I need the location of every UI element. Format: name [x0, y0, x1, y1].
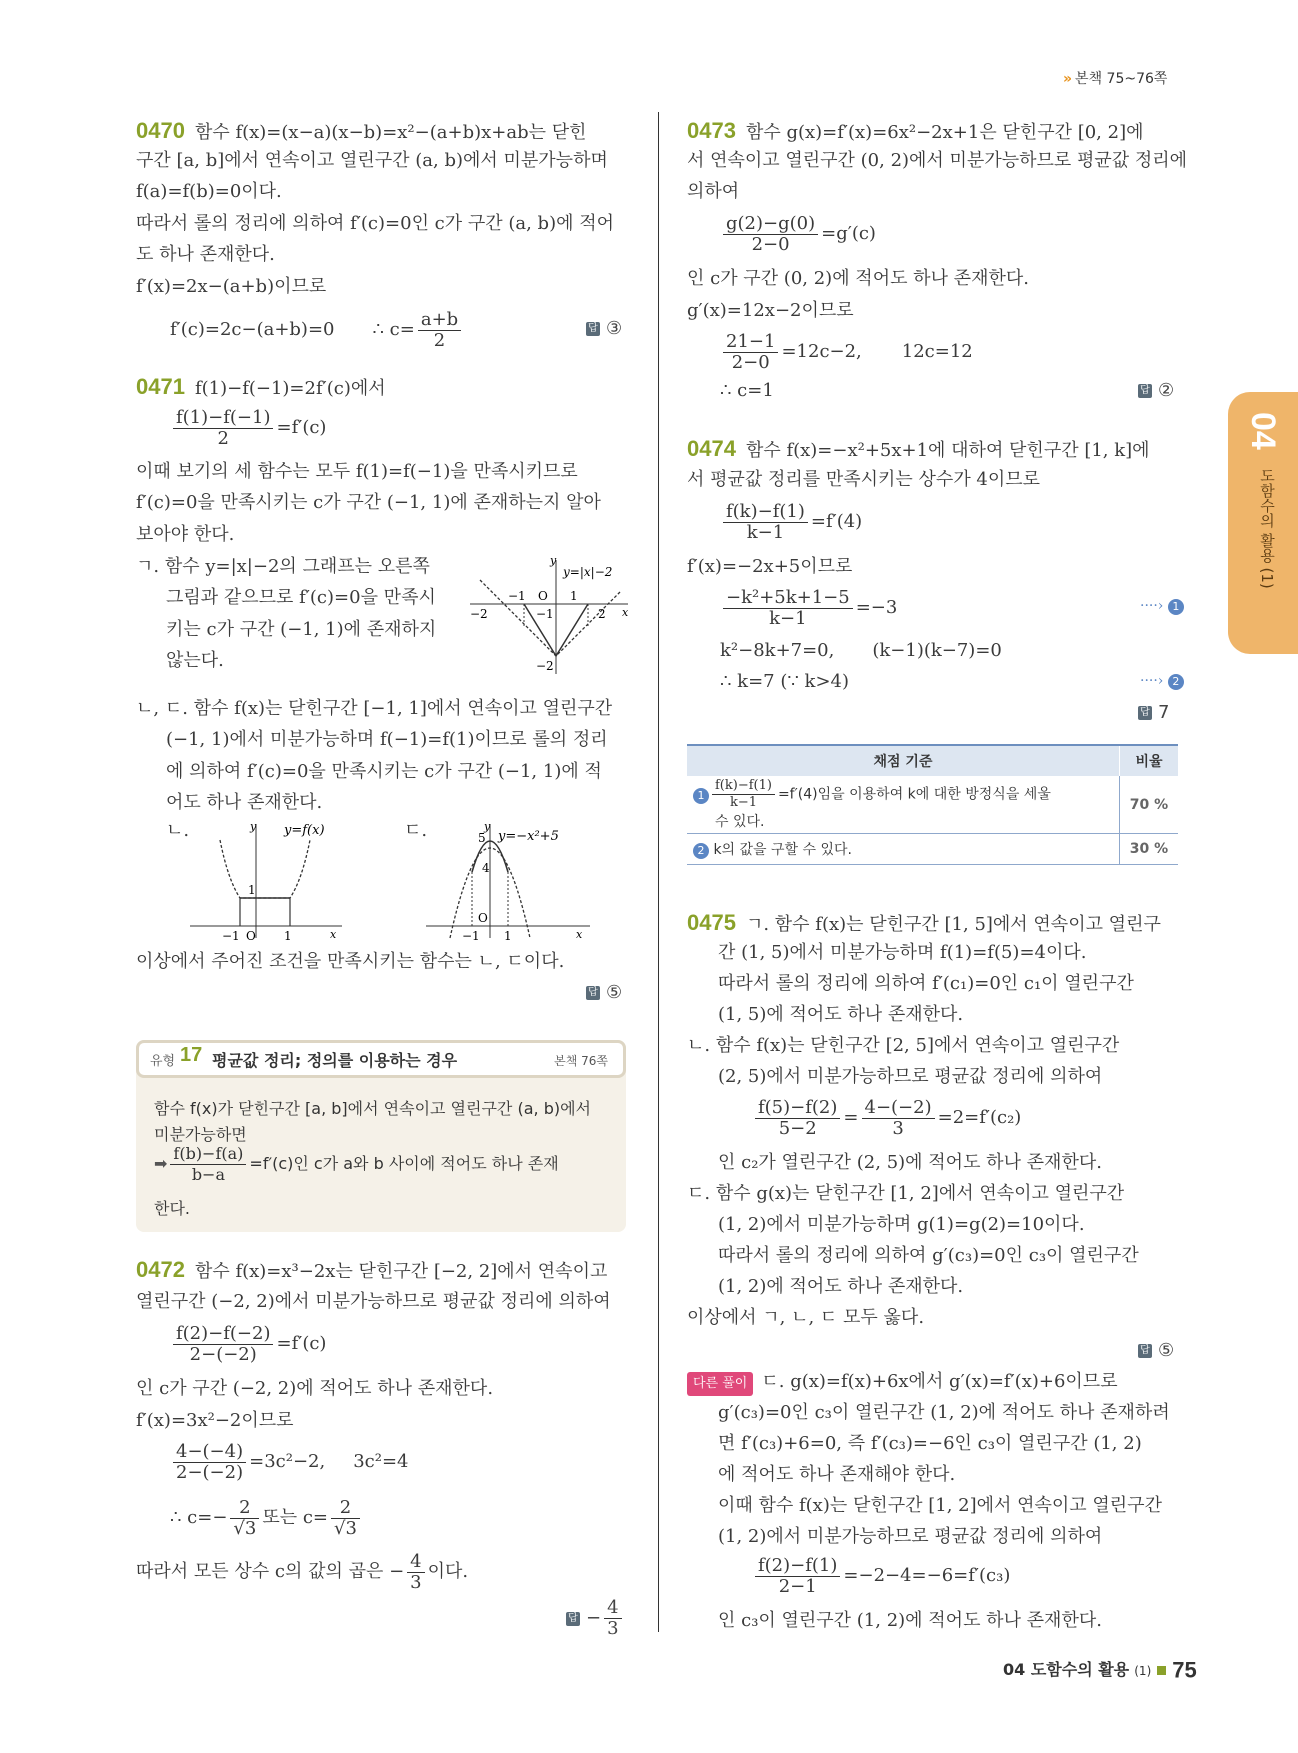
alt-solution-badge: 다른 풀이: [687, 1372, 753, 1396]
text-line: f(a)=f(b)=0이다.: [136, 181, 282, 202]
step-marker-1: ····› 1: [1140, 598, 1184, 615]
x-label: x: [576, 928, 583, 940]
text-line: 이때 보기의 세 함수는 모두 f(1)=f(−1)을 만족시키므로: [136, 461, 578, 482]
text-line: 구간 [a, b]에서 연속이고 열린구간 (a, b)에서 미분가능하며: [136, 150, 608, 171]
equation: ∴ k=7 (∵ k>4): [720, 671, 849, 692]
page-reference: » 본책 75~76쪽: [1063, 71, 1168, 87]
equation: $\frac{f(k)-f(1)}{k-1}$ =f′(4): [720, 500, 862, 544]
equation: ∴ c=− $\frac{2}{√3}$ 또는 c= $\frac{2}{√3}$: [170, 1496, 363, 1540]
type-title: 평균값 정리; 정의를 이용하는 경우: [212, 1051, 458, 1070]
text-line: 도 하나 존재한다.: [136, 244, 275, 265]
text-line: (1, 2)에 적어도 하나 존재한다.: [718, 1276, 964, 1297]
y-label: y: [250, 820, 257, 833]
answer-icon: 답: [1138, 384, 1152, 398]
problem-number: 0473: [687, 118, 736, 143]
tick-label: 1: [248, 883, 256, 897]
answer: 답 ③: [586, 318, 622, 339]
graph-parabola: [426, 820, 596, 940]
text-line: 열린구간 (−2, 2)에서 미분가능하므로 평균값 정리에 의하여: [136, 1291, 611, 1312]
tick-label: 1: [284, 929, 292, 940]
problem-number: 0472: [136, 1257, 185, 1282]
answer: 답 ②: [1138, 380, 1174, 401]
text-line: ㄴ. 함수 f(x)는 닫힌구간 [2, 5]에서 연속이고 열린구간: [687, 1035, 1120, 1056]
page-footer: 04 도함수의 활용 (1) 75: [1003, 1657, 1197, 1683]
text-line: ㄷ. 함수 g(x)는 닫힌구간 [1, 2]에서 연속이고 열린구간: [687, 1183, 1125, 1204]
text-line: 보아야 한다.: [136, 524, 235, 545]
answer-icon: 답: [1138, 1344, 1152, 1358]
text-line: 면 f′(c₃)+6=0, 즉 f′(c₃)=−6인 c₃이 열린구간 (1, 2): [718, 1433, 1142, 1454]
text-line: 키는 c가 구간 (−1, 1)에 존재하지: [166, 619, 437, 640]
answer: 답 − $\frac{4}{3}$: [566, 1598, 625, 1639]
graph-label: ㄴ.: [166, 820, 190, 841]
table-row: 2 k의 값을 구할 수 있다. 30 %: [687, 834, 1178, 865]
text-line: 인 c가 구간 (0, 2)에 적어도 하나 존재한다.: [687, 268, 1029, 289]
equation: k²−8k+7=0, (k−1)(k−7)=0: [720, 640, 1002, 661]
x-label: x: [622, 606, 629, 619]
text-line: 따라서 모든 상수 c의 값의 곱은 − $\frac{4}{3}$ 이다.: [136, 1550, 469, 1593]
answer: 답 ⑤: [586, 982, 622, 1003]
column-divider: [658, 112, 659, 1632]
problem-0471-line1: 0471 f(1)−f(−1)=2f′(c)에서: [136, 374, 386, 399]
curve-label: y=f(x): [284, 823, 325, 838]
graph-curve: [220, 840, 310, 898]
equation: $\frac{f(1)-f(-1)}{2}$ =f′(c): [170, 406, 326, 450]
chapter-title: 도함수의 활용 (1): [1258, 468, 1276, 589]
text-line: 어도 하나 존재한다.: [166, 792, 323, 813]
step-marker-2: ····› 2: [1140, 673, 1184, 690]
answer-icon: 답: [566, 1612, 580, 1626]
problem-number: 0471: [136, 374, 185, 399]
text-line: 따라서 롤의 정리에 의하여 f′(c₁)=0인 c₁이 열린구간: [718, 973, 1134, 994]
answer-icon: 답: [1138, 706, 1152, 720]
chapter-side-tab: [1228, 392, 1298, 654]
problem-0472-line1: 0472 함수 f(x)=x³−2x는 닫힌구간 [−2, 2]에서 연속이고: [136, 1257, 608, 1282]
equation: $\frac{21-1}{2-0}$ =12c−2, 12c=12: [720, 330, 973, 374]
page-number: 75: [1172, 1657, 1197, 1683]
tick-label: −2: [536, 659, 554, 673]
equation: $\frac{4-(-4)}{2-(-2)}$ =3c²−2, 3c²=4: [170, 1440, 409, 1484]
scoring-table: [687, 744, 1178, 865]
tick-label: O: [246, 929, 256, 940]
type-number: 17: [180, 1044, 203, 1066]
text-line: ㄴ, ㄷ. 함수 f(x)는 닫힌구간 [−1, 1]에서 연속이고 열린구간: [136, 698, 613, 719]
problem-number: 0475: [687, 910, 736, 935]
text-line: f′(x)=−2x+5이므로: [687, 556, 853, 577]
text-line: g′(x)=12x−2이므로: [687, 300, 854, 321]
type-ref: 본책 76쪽: [554, 1054, 608, 1068]
problem-0470-line1: 0470 함수 f(x)=(x−a)(x−b)=x²−(a+b)x+ab는 닫힌: [136, 118, 587, 143]
y-label: y: [550, 556, 557, 567]
text-line: 이때 함수 f(x)는 닫힌구간 [1, 2]에서 연속이고 열린구간: [718, 1495, 1162, 1516]
y-label: y: [484, 820, 491, 833]
answer: 답 ⑤: [1138, 1340, 1174, 1361]
graph-fx: [190, 820, 350, 940]
equation: $\frac{f(2)-f(-2)}{2-(-2)}$ =f′(c): [170, 1322, 326, 1366]
text-line: (−1, 1)에서 미분가능하며 f(−1)=f(1)이므로 롤의 정리: [166, 729, 608, 750]
tick-label: −1: [222, 929, 240, 940]
chapter-number: 04: [1244, 412, 1282, 450]
curve-label: y=|x|−2: [563, 565, 613, 579]
type-17-box: 유형 17 평균값 정리; 정의를 이용하는 경우 본책 76쪽 함수 f(x)가 닫힌구간 [a, b]에서 연속이고 열린구간 (a, b)에서 미분가능하면 ➡ $\frac{f(b)-f(a)}{b-a}$ =f′(c)인 c가 a와 b 사이에 적어도 하나 존재 한다.: [136, 1040, 626, 1232]
tick-label: O: [538, 589, 548, 603]
text-line: g′(c₃)=0인 c₃이 열린구간 (1, 2)에 적어도 하나 존재하려: [718, 1402, 1170, 1423]
double-chevron-icon: »: [1063, 71, 1073, 87]
tick-label: −1: [508, 589, 526, 603]
tick-label: O: [478, 911, 488, 925]
text-line: 에 의하여 f′(c)=0을 만족시키는 c가 구간 (−1, 1)에 적: [166, 761, 602, 782]
alternative-solution: 다른 풀이 ㄷ. g(x)=f(x)+6x에서 g′(x)=f′(x)+6이므로: [687, 1371, 1118, 1396]
text-line: 간 (1, 5)에서 미분가능하며 f(1)=f(5)=4이다.: [718, 942, 1087, 963]
text-line: 의하여: [687, 181, 740, 202]
text-line: 따라서 롤의 정리에 의하여 f′(c)=0인 c가 구간 (a, b)에 적어: [136, 213, 614, 234]
text-line: (1, 2)에서 미분가능하며 g(1)=g(2)=10이다.: [718, 1214, 1085, 1235]
text-line: 인 c₃이 열린구간 (1, 2)에 적어도 하나 존재한다.: [718, 1610, 1102, 1631]
footer-square-icon: [1157, 1666, 1166, 1675]
equation: $\frac{f(5)-f(2)}{5-2}$ = $\frac{4-(-2)}{3}$ =2=f′(c₂): [752, 1096, 1021, 1140]
equation: $\frac{f(2)-f(1)}{2-1}$ =−2−4=−6=f′(c₃): [752, 1554, 1010, 1598]
text-line: ㄱ. 함수 y=|x|−2의 그래프는 오른쪽: [136, 556, 430, 577]
text-line: f′(x)=3x²−2이므로: [136, 1410, 294, 1431]
text-line: 이상에서 주어진 조건을 만족시키는 함수는 ㄴ, ㄷ이다.: [136, 951, 565, 972]
x-label: x: [330, 928, 337, 940]
tick-label: 2: [598, 607, 606, 621]
answer-icon: 답: [586, 322, 600, 336]
text-line: 이상에서 ㄱ, ㄴ, ㄷ 모두 옳다.: [687, 1307, 925, 1328]
answer: 답 7: [1138, 702, 1169, 723]
text-line: (2, 5)에서 미분가능하므로 평균값 정리에 의하여: [718, 1066, 1103, 1087]
answer-icon: 답: [586, 986, 600, 1000]
graph-abs-x: [470, 556, 630, 676]
text-line: 서 연속이고 열린구간 (0, 2)에서 미분가능하므로 평균값 정리에: [687, 150, 1188, 171]
table-header: 채점 기준: [687, 745, 1120, 776]
curve-label: y=−x²+5: [498, 829, 559, 844]
problem-0475-line1: 0475 ㄱ. 함수 f(x)는 닫힌구간 [1, 5]에서 연속이고 열린구: [687, 910, 1161, 935]
tick-label: −1: [536, 607, 554, 621]
tick-label: 1: [504, 929, 512, 940]
text-line: 않는다.: [166, 650, 224, 671]
problem-number: 0470: [136, 118, 185, 143]
table-header: 비율: [1120, 745, 1179, 776]
text-line: 그림과 같으므로 f′(c)=0을 만족시: [166, 587, 436, 608]
equation: ∴ c=1: [720, 380, 774, 401]
tick-label: 4: [482, 861, 490, 875]
text-line: 인 c가 구간 (−2, 2)에 적어도 하나 존재한다.: [136, 1378, 494, 1399]
text-line: 인 c₂가 열린구간 (2, 5)에 적어도 하나 존재한다.: [718, 1152, 1102, 1173]
text-line: 에 적어도 하나 존재해야 한다.: [718, 1464, 956, 1485]
text-line: (1, 2)에서 미분가능하므로 평균값 정리에 의하여: [718, 1526, 1103, 1547]
arrow-icon: ➡: [154, 1154, 168, 1173]
equation: $\frac{g(2)-g(0)}{2-0}$ =g′(c): [720, 212, 876, 256]
tick-label: −1: [462, 929, 480, 940]
graph-label: ㄷ.: [404, 820, 428, 841]
problem-number: 0474: [687, 436, 736, 461]
tick-label: 5: [478, 831, 486, 845]
text-line: (1, 5)에 적어도 하나 존재한다.: [718, 1004, 964, 1025]
text-line: f′(x)=2x−(a+b)이므로: [136, 276, 327, 297]
text-line: 따라서 롤의 정리에 의하여 g′(c₃)=0인 c₃이 열린구간: [718, 1245, 1139, 1266]
problem-0474-line1: 0474 함수 f(x)=−x²+5x+1에 대하여 닫힌구간 [1, k]에: [687, 436, 1150, 461]
equation: f′(c)=2c−(a+b)=0 ∴ c= $\frac{a+b}{2}$: [170, 308, 464, 352]
problem-0473-line1: 0473 함수 g(x)=f′(x)=6x²−2x+1은 닫힌구간 [0, 2]에: [687, 118, 1144, 143]
text-line: 서 평균값 정리를 만족시키는 상수가 4이므로: [687, 469, 1041, 490]
tick-label: 1: [570, 589, 578, 603]
tick-label: −2: [470, 607, 488, 621]
equation: $\frac{\text{−k²+5k+1−5}}{k-1}$ =−3: [720, 586, 897, 630]
text-line: f′(c)=0을 만족시키는 c가 구간 (−1, 1)에 존재하는지 알아: [136, 492, 601, 513]
table-row: 1 $\frac{f(k)-f(1)}{k-1}$ =f′(4)임을 이용하여 k에 대한 방정식을 세울 수 있다. 70 %: [687, 776, 1178, 834]
